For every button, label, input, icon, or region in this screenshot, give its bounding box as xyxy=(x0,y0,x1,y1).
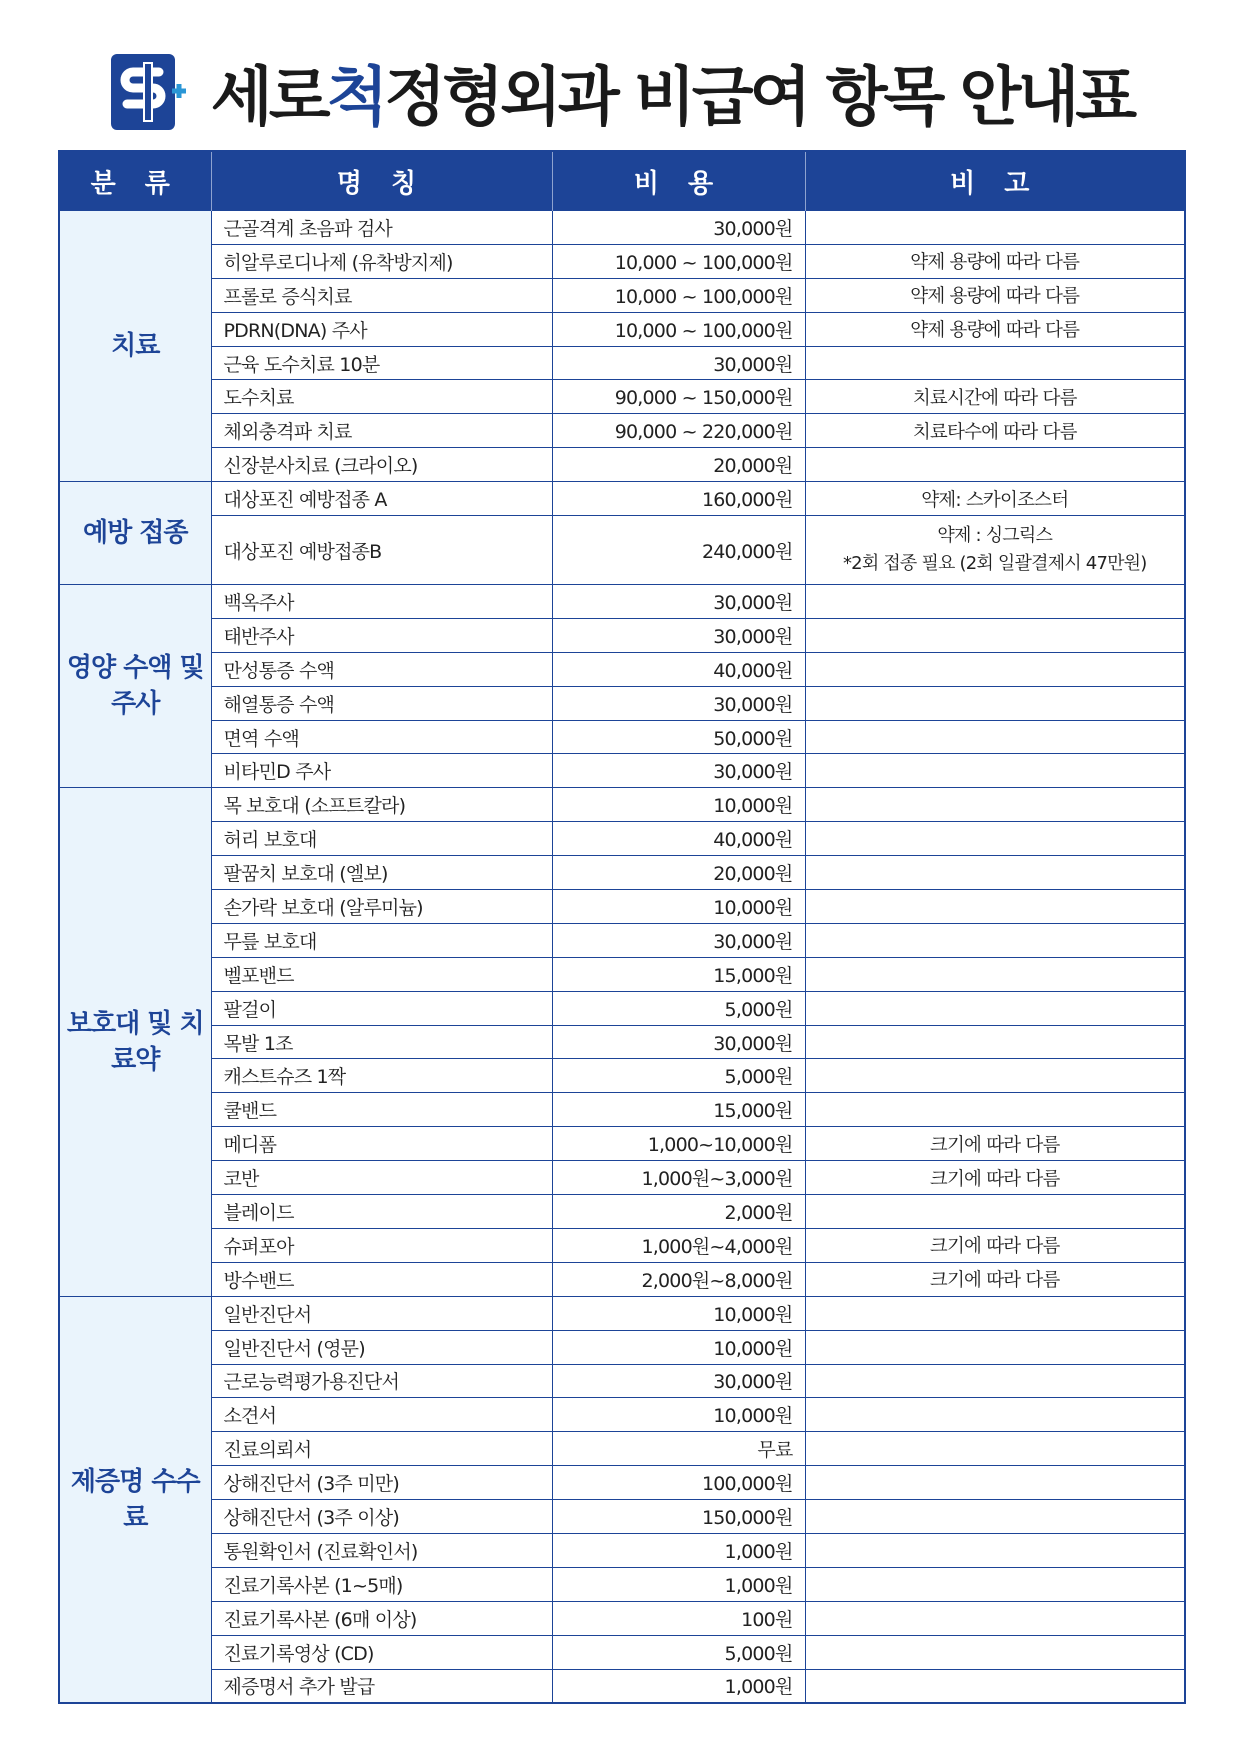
item-note-cell xyxy=(805,448,1185,482)
item-price-cell: 40,000원 xyxy=(552,822,805,856)
item-price-cell: 20,000원 xyxy=(552,856,805,890)
item-name-cell: 진료의뢰서 xyxy=(211,1432,552,1466)
item-name-cell: 목발 1조 xyxy=(211,1025,552,1059)
item-note-cell: 크기에 따라 다름 xyxy=(805,1127,1185,1161)
item-note-cell xyxy=(805,822,1185,856)
category-cell: 보호대 및 치료약 xyxy=(59,788,211,1296)
item-note-cell xyxy=(805,1432,1185,1466)
table-row xyxy=(59,1195,1185,1229)
table-row xyxy=(59,585,1185,619)
item-note-cell xyxy=(805,211,1185,245)
table-row xyxy=(59,1669,1185,1703)
table-row xyxy=(59,1025,1185,1059)
table-header-row xyxy=(59,151,1185,211)
item-name-cell: 코반 xyxy=(211,1161,552,1195)
item-name-cell: 쿨밴드 xyxy=(211,1093,552,1127)
item-name-cell: 진료기록사본 (1~5매) xyxy=(211,1567,552,1601)
item-price-cell: 10,000원 xyxy=(552,1398,805,1432)
table-body xyxy=(59,211,1185,1704)
page-title: 세로척정형외과 비급여 항목 안내표 xyxy=(210,61,1134,135)
item-price-cell: 30,000원 xyxy=(552,686,805,720)
item-price-cell: 5,000원 xyxy=(552,991,805,1025)
item-note-cell xyxy=(805,516,1185,585)
item-price-cell: 90,000 ~ 150,000원 xyxy=(552,380,805,414)
item-name-cell: 손가락 보호대 (알루미늄) xyxy=(211,890,552,924)
table-row xyxy=(59,1093,1185,1127)
table-row xyxy=(59,1533,1185,1567)
item-name-cell: 슈퍼포아 xyxy=(211,1228,552,1262)
item-name-cell: 체외충격파 치료 xyxy=(211,414,552,448)
item-note-cell xyxy=(805,618,1185,652)
item-note-cell xyxy=(805,1093,1185,1127)
item-price-cell: 1,000원~4,000원 xyxy=(552,1228,805,1262)
item-price-cell: 1,000원~3,000원 xyxy=(552,1161,805,1195)
header-name: 명 칭 xyxy=(211,151,552,211)
item-name-cell: PDRN(DNA) 주사 xyxy=(211,312,552,346)
item-price-cell: 5,000원 xyxy=(552,1059,805,1093)
item-note-cell xyxy=(805,1601,1185,1635)
table-row xyxy=(59,1432,1185,1466)
item-price-cell: 1,000~10,000원 xyxy=(552,1127,805,1161)
item-price-cell: 10,000 ~ 100,000원 xyxy=(552,278,805,312)
item-name-cell: 목 보호대 (소프트칼라) xyxy=(211,788,552,822)
item-name-cell: 허리 보호대 xyxy=(211,822,552,856)
table-row xyxy=(59,991,1185,1025)
item-name-cell: 태반주사 xyxy=(211,618,552,652)
item-note-cell: 크기에 따라 다름 xyxy=(805,1228,1185,1262)
item-name-cell: 면역 수액 xyxy=(211,720,552,754)
item-note-cell xyxy=(805,346,1185,380)
item-name-cell: 일반진단서 (영문) xyxy=(211,1330,552,1364)
item-name-cell: 소견서 xyxy=(211,1398,552,1432)
table-row xyxy=(59,1364,1185,1398)
header-note: 비 고 xyxy=(805,151,1185,211)
item-price-cell: 2,000원~8,000원 xyxy=(552,1262,805,1296)
item-name-cell: 대상포진 예방접종B xyxy=(211,516,552,585)
category-cell: 영양 수액 및 주사 xyxy=(59,585,211,788)
table-row xyxy=(59,754,1185,788)
item-price-cell: 10,000원 xyxy=(552,1296,805,1330)
item-name-cell: 근육 도수치료 10분 xyxy=(211,346,552,380)
table-row xyxy=(59,652,1185,686)
item-price-cell: 10,000 ~ 100,000원 xyxy=(552,244,805,278)
item-note-cell xyxy=(805,788,1185,822)
item-price-cell: 20,000원 xyxy=(552,448,805,482)
item-price-cell: 100원 xyxy=(552,1601,805,1635)
item-note-cell: 치료타수에 따라 다름 xyxy=(805,414,1185,448)
table-row xyxy=(59,414,1185,448)
item-price-cell: 30,000원 xyxy=(552,618,805,652)
item-name-cell: 무릎 보호대 xyxy=(211,923,552,957)
item-name-cell: 캐스트슈즈 1짝 xyxy=(211,1059,552,1093)
item-name-cell: 통원확인서 (진료확인서) xyxy=(211,1533,552,1567)
item-price-cell: 240,000원 xyxy=(552,516,805,585)
item-note-cell xyxy=(805,1025,1185,1059)
item-note-cell: 크기에 따라 다름 xyxy=(805,1161,1185,1195)
header-price: 비 용 xyxy=(552,151,805,211)
item-note-cell xyxy=(805,991,1185,1025)
item-note-cell xyxy=(805,1533,1185,1567)
item-price-cell: 1,000원 xyxy=(552,1567,805,1601)
item-price-cell: 30,000원 xyxy=(552,1364,805,1398)
item-note-cell: 치료시간에 따라 다름 xyxy=(805,380,1185,414)
page-header xyxy=(0,42,1240,142)
item-name-cell: 프롤로 증식치료 xyxy=(211,278,552,312)
table-row xyxy=(59,1567,1185,1601)
fee-table xyxy=(58,150,1186,1704)
category-cell: 제증명 수수료 xyxy=(59,1296,211,1703)
item-name-cell: 일반진단서 xyxy=(211,1296,552,1330)
item-name-cell: 신장분사치료 (크라이오) xyxy=(211,448,552,482)
item-name-cell: 블레이드 xyxy=(211,1195,552,1229)
item-note-cell xyxy=(805,1059,1185,1093)
item-note-cell xyxy=(805,652,1185,686)
table-row xyxy=(59,1228,1185,1262)
table-row xyxy=(59,1330,1185,1364)
item-note-cell xyxy=(805,957,1185,991)
item-name-cell: 상해진단서 (3주 이상) xyxy=(211,1500,552,1534)
item-price-cell: 무료 xyxy=(552,1432,805,1466)
item-name-cell: 메디폼 xyxy=(211,1127,552,1161)
table-row xyxy=(59,618,1185,652)
item-name-cell: 상해진단서 (3주 미만) xyxy=(211,1466,552,1500)
item-note-cell xyxy=(805,890,1185,924)
table-row xyxy=(59,516,1185,585)
table-row xyxy=(59,1601,1185,1635)
item-note-cell: 약제 용량에 따라 다름 xyxy=(805,278,1185,312)
item-price-cell: 15,000원 xyxy=(552,957,805,991)
table-row xyxy=(59,1635,1185,1669)
item-price-cell: 5,000원 xyxy=(552,1635,805,1669)
table-row xyxy=(59,890,1185,924)
item-note-cell: 약제: 스카이조스터 xyxy=(805,482,1185,516)
item-price-cell: 50,000원 xyxy=(552,720,805,754)
item-price-cell: 10,000원 xyxy=(552,1330,805,1364)
item-price-cell: 1,000원 xyxy=(552,1669,805,1703)
table-row xyxy=(59,211,1185,245)
item-note-cell xyxy=(805,1466,1185,1500)
item-price-cell: 1,000원 xyxy=(552,1533,805,1567)
item-name-cell: 도수치료 xyxy=(211,380,552,414)
table-row xyxy=(59,856,1185,890)
category-cell: 치료 xyxy=(59,211,211,482)
item-price-cell: 30,000원 xyxy=(552,211,805,245)
item-note-cell xyxy=(805,1364,1185,1398)
note-line: 약제 : 싱그릭스 xyxy=(937,525,1053,547)
table-row xyxy=(59,686,1185,720)
item-note-cell xyxy=(805,720,1185,754)
table-row xyxy=(59,448,1185,482)
item-note-cell: 크기에 따라 다름 xyxy=(805,1262,1185,1296)
item-name-cell: 근골격계 초음파 검사 xyxy=(211,211,552,245)
table-row xyxy=(59,957,1185,991)
item-note-cell xyxy=(805,1398,1185,1432)
item-note-cell: 약제 용량에 따라 다름 xyxy=(805,244,1185,278)
item-price-cell: 40,000원 xyxy=(552,652,805,686)
item-note-cell xyxy=(805,1669,1185,1703)
item-name-cell: 해열통증 수액 xyxy=(211,686,552,720)
item-price-cell: 10,000원 xyxy=(552,788,805,822)
header-category: 분 류 xyxy=(59,151,211,211)
item-note-cell xyxy=(805,754,1185,788)
item-name-cell: 백옥주사 xyxy=(211,585,552,619)
item-name-cell: 벨포밴드 xyxy=(211,957,552,991)
item-name-cell: 방수밴드 xyxy=(211,1262,552,1296)
table-row xyxy=(59,482,1185,516)
item-price-cell: 30,000원 xyxy=(552,923,805,957)
item-price-cell: 30,000원 xyxy=(552,585,805,619)
item-name-cell: 히알루로디나제 (유착방지제) xyxy=(211,244,552,278)
table-row xyxy=(59,380,1185,414)
table-row xyxy=(59,788,1185,822)
table-row xyxy=(59,1059,1185,1093)
clinic-logo-icon xyxy=(107,50,191,134)
table-row xyxy=(59,346,1185,380)
table-row xyxy=(59,244,1185,278)
table-row xyxy=(59,720,1185,754)
table-row xyxy=(59,1466,1185,1500)
item-note-cell xyxy=(805,686,1185,720)
item-name-cell: 제증명서 추가 발급 xyxy=(211,1669,552,1703)
item-note-cell xyxy=(805,1195,1185,1229)
table-row xyxy=(59,1296,1185,1330)
table-row xyxy=(59,312,1185,346)
table-row xyxy=(59,1262,1185,1296)
table-row xyxy=(59,1500,1185,1534)
item-name-cell: 비타민D 주사 xyxy=(211,754,552,788)
item-note-cell xyxy=(805,1296,1185,1330)
item-price-cell: 100,000원 xyxy=(552,1466,805,1500)
item-price-cell: 10,000원 xyxy=(552,890,805,924)
item-price-cell: 30,000원 xyxy=(552,1025,805,1059)
item-name-cell: 진료기록영상 (CD) xyxy=(211,1635,552,1669)
table-row xyxy=(59,822,1185,856)
item-note-cell xyxy=(805,1500,1185,1534)
item-price-cell: 90,000 ~ 220,000원 xyxy=(552,414,805,448)
table-row xyxy=(59,278,1185,312)
item-name-cell: 근로능력평가용진단서 xyxy=(211,1364,552,1398)
item-note-cell xyxy=(805,1330,1185,1364)
item-name-cell: 팔꿈치 보호대 (엘보) xyxy=(211,856,552,890)
item-name-cell: 만성통증 수액 xyxy=(211,652,552,686)
item-name-cell: 팔걸이 xyxy=(211,991,552,1025)
item-name-cell: 진료기록사본 (6매 이상) xyxy=(211,1601,552,1635)
table-row xyxy=(59,1127,1185,1161)
table-row xyxy=(59,1398,1185,1432)
item-price-cell: 150,000원 xyxy=(552,1500,805,1534)
item-note-cell xyxy=(805,585,1185,619)
table-row xyxy=(59,923,1185,957)
item-note-cell: 약제 용량에 따라 다름 xyxy=(805,312,1185,346)
item-price-cell: 30,000원 xyxy=(552,754,805,788)
item-name-cell: 대상포진 예방접종 A xyxy=(211,482,552,516)
item-price-cell: 2,000원 xyxy=(552,1195,805,1229)
note-line: *2회 접종 필요 (2회 일괄결제시 47만원) xyxy=(842,553,1147,575)
item-price-cell: 160,000원 xyxy=(552,482,805,516)
table-row xyxy=(59,1161,1185,1195)
item-note-cell xyxy=(805,1635,1185,1669)
item-note-cell xyxy=(805,856,1185,890)
item-price-cell: 10,000 ~ 100,000원 xyxy=(552,312,805,346)
item-price-cell: 30,000원 xyxy=(552,346,805,380)
item-price-cell: 15,000원 xyxy=(552,1093,805,1127)
item-note-cell xyxy=(805,923,1185,957)
category-cell: 예방 접종 xyxy=(59,482,211,585)
item-note-cell xyxy=(805,1567,1185,1601)
